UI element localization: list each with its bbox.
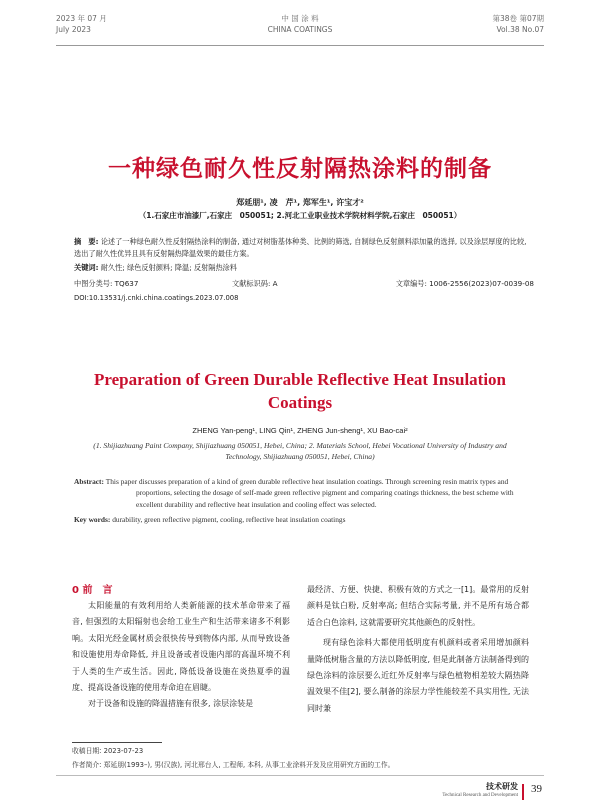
footnote-author-bio: 作者简介: 郑延朋(1993–), 男(汉族), 河北邢台人, 工程师, 本科, 从事工业涂料开发及应用研究方面的工作。 — [72, 761, 395, 769]
body-column-left — [72, 598, 290, 713]
footer-column-en: Technical Research and Development — [442, 793, 518, 798]
abstract-cn — [74, 236, 534, 259]
body-paragraph: 太阳能量的有效利用给人类新能源的技术革命带来了福音, 但强烈的太阳辐射也会给工业生产和生活带来诸多不利影响。太阳光经金属材质会很快传导到物体内部, 从而导致设备和设施使用寿命降低, 并且设备或者设施内部的高温环境不利于人类的生产或生活。因此, 降低设备设施在炎热夏季的温度、提高设备设施的使用寿命迫在眉睫。 — [72, 601, 290, 693]
page-number-bar — [522, 784, 524, 800]
document-code: 文献标识码: A — [232, 279, 278, 288]
header-volume-en: Vol.38 No.07 — [496, 25, 544, 34]
header-date-en: July 2023 — [56, 25, 91, 34]
body-paragraph: 对于设备和设施的降温措施有很多, 涂层涂装是 — [88, 699, 254, 709]
header-date-cn: 2023 年 07 月 — [56, 14, 107, 23]
header-journal — [56, 13, 544, 35]
section-heading-introduction: 0 前 言 — [72, 585, 113, 596]
header-volume — [493, 13, 544, 35]
header-journal-cn: 中 国 涂 料 — [281, 14, 319, 23]
doi: DOI:10.13531/j.cnki.china.coatings.2023.07.008 — [74, 294, 239, 302]
keywords-cn — [74, 263, 534, 273]
abstract-en — [74, 476, 536, 510]
affiliation-en: (1. Shijiazhuang Paint Company, Shijiazhuang 050051, Hebei, China; 2. Materials School, Hebei Vocational University of Industry and Technology, Shijiazhuang 050051, Hebei, China) — [93, 441, 507, 461]
abstract-cn-text: 论述了一种绿色耐久性反射隔热涂料的制备, 通过对树脂基体种类、比例的筛选, 自制绿色反射颜料添加量的选择, 以及涂层厚度的比较, 选出了耐久性优异且具有反射隔热降温效果的最佳方案。 — [74, 237, 527, 258]
body-column-right — [307, 582, 529, 717]
body-paragraph: 现有绿色涂料大都使用低明度有机颜料或者采用增加颜料量降低树脂含量的方法以降低明度, 但是此制备方法制备得到的绿色涂料的涂层要么近红外反射率与绿色植物相差较大隔热降温效果不佳[2], 要么制备的涂层力学性能较差不具实用性, 无法同时兼 — [307, 638, 529, 713]
running-header — [56, 13, 544, 43]
page-number: 39 — [531, 783, 542, 795]
keywords-cn-text: 耐久性; 绿色反射颜料; 降温; 反射隔热涂料 — [100, 263, 238, 272]
footer-column-cn: 技术研发 — [486, 782, 518, 791]
footnote-rule — [72, 742, 162, 743]
footer-column-name — [442, 782, 518, 799]
abstract-cn-label: 摘 要: — [74, 237, 99, 246]
authors-en: ZHENG Yan-peng¹, LING Qin¹, ZHENG Jun-sheng¹, XU Bao-cai² — [192, 426, 408, 435]
classification-row — [74, 279, 534, 291]
authors-cn: 郑延朋¹, 凌 芹¹, 郑军生¹, 许宝才² — [236, 198, 364, 207]
keywords-en — [74, 515, 536, 524]
header-journal-en: CHINA COATINGS — [267, 25, 333, 34]
title-en: Preparation of Green Durable Reflective Heat Insulation Coatings — [93, 370, 507, 412]
keywords-en-text: durability, green reflective pigment, cooling, reflective heat insulation coatings — [112, 515, 346, 524]
body-paragraph: 最经济、方便、快捷、积极有效的方式之一[1]。最常用的反射颜料是钛白粉, 反射率高; 但结合实际考量, 并不是所有场合都适合白色涂料, 这就需要研究其他颜色的反射性。 — [307, 585, 529, 627]
footnote-received: 收稿日期: 2023-07-23 — [72, 747, 144, 755]
abstract-en-text: This paper discusses preparation of a kind of green durable reflective heat insulation coatings. Through screening resin matrix types and proportions, selecting the dosage of self-made green reflective pigment and comparing coatings thickness, the best scheme with excellent durability and reflective heat insulation and cooling effect was selected. — [105, 477, 514, 509]
keywords-cn-label: 关键词: — [74, 263, 99, 272]
class-number: 中图分类号: TQ637 — [74, 279, 139, 288]
header-volume-cn: 第38卷 第07期 — [492, 14, 544, 23]
article-number: 文章编号: 1006-2556(2023)07-0039-08 — [395, 279, 534, 288]
footer-rule — [56, 775, 544, 776]
affiliation-cn: （1.石家庄市油漆厂,石家庄 050051; 2.河北工业职业技术学院材料学院,石家庄 050051） — [138, 211, 462, 220]
title-cn: 一种绿色耐久性反射隔热涂料的制备 — [108, 156, 492, 182]
abstract-en-label: Abstract: — [74, 477, 104, 486]
keywords-en-label: Key words: — [74, 515, 111, 524]
header-rule — [56, 45, 544, 46]
